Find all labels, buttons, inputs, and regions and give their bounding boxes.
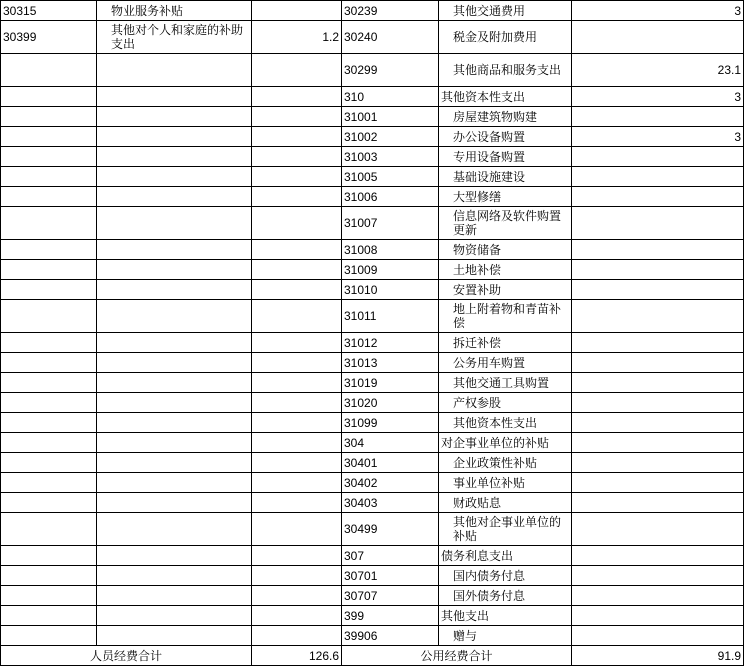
right-value-cell: [572, 167, 744, 187]
left-code-cell: [1, 493, 97, 513]
left-value-cell: [252, 393, 342, 413]
right-name-cell: 企业政策性补贴: [439, 453, 572, 473]
left-code-cell: [1, 54, 97, 87]
right-code-cell: 30402: [342, 473, 439, 493]
right-name-cell: 其他对企事业单位的补贴: [439, 513, 572, 546]
left-code-cell: [1, 473, 97, 493]
left-name-cell: [97, 433, 252, 453]
table-row: [1, 207, 744, 240]
right-value-cell: 3: [572, 127, 744, 147]
table-row: [1, 513, 744, 546]
left-value-cell: [252, 413, 342, 433]
left-code-cell: [1, 453, 97, 473]
left-value-cell: [252, 87, 342, 107]
right-name-cell: 拆迁补偿: [439, 333, 572, 353]
table-row: [1, 21, 744, 54]
right-code-cell: 31003: [342, 147, 439, 167]
right-value-cell: [572, 147, 744, 167]
left-value-cell: [252, 513, 342, 546]
right-value-cell: [572, 453, 744, 473]
right-value-cell: [572, 21, 744, 54]
left-value-cell: [252, 54, 342, 87]
left-value-cell: [252, 353, 342, 373]
right-name-cell: 安置补助: [439, 280, 572, 300]
right-code-cell: 30299: [342, 54, 439, 87]
right-value-cell: [572, 586, 744, 606]
table-row: [1, 107, 744, 127]
left-name-cell: [97, 147, 252, 167]
right-code-cell: 30239: [342, 1, 439, 21]
right-value-cell: [572, 473, 744, 493]
table-row: [1, 413, 744, 433]
right-value-cell: [572, 353, 744, 373]
left-code-cell: [1, 127, 97, 147]
right-value-cell: [572, 260, 744, 280]
left-name-cell: [97, 453, 252, 473]
left-name-cell: [97, 393, 252, 413]
right-code-cell: 30401: [342, 453, 439, 473]
left-value-cell: [252, 333, 342, 353]
left-name-cell: [97, 493, 252, 513]
right-value-cell: [572, 187, 744, 207]
right-name-cell: 大型修缮: [439, 187, 572, 207]
left-code-cell: [1, 280, 97, 300]
right-code-cell: 31020: [342, 393, 439, 413]
left-code-cell: [1, 606, 97, 626]
left-name-cell: [97, 473, 252, 493]
left-code-cell: [1, 187, 97, 207]
table-row: [1, 87, 744, 107]
left-code-cell: [1, 87, 97, 107]
left-code-cell: [1, 626, 97, 646]
left-code-cell: [1, 147, 97, 167]
left-value-cell: [252, 546, 342, 566]
left-value-cell: [252, 300, 342, 333]
right-code-cell: 30403: [342, 493, 439, 513]
right-name-cell: 办公设备购置: [439, 127, 572, 147]
right-name-cell: 房屋建筑物购建: [439, 107, 572, 127]
table-row: [1, 240, 744, 260]
left-code-cell: 30399: [1, 21, 97, 54]
right-code-cell: 30499: [342, 513, 439, 546]
right-value-cell: [572, 493, 744, 513]
right-value-cell: 3: [572, 87, 744, 107]
right-code-cell: 31012: [342, 333, 439, 353]
table-row: [1, 546, 744, 566]
right-value-cell: [572, 300, 744, 333]
table-row: [1, 566, 744, 586]
left-name-cell: [97, 54, 252, 87]
right-name-cell: 地上附着物和青苗补偿: [439, 300, 572, 333]
right-code-cell: 30707: [342, 586, 439, 606]
right-name-cell: 财政贴息: [439, 493, 572, 513]
right-name-cell: 其他资本性支出: [439, 87, 572, 107]
personnel-total-value: 126.6: [252, 646, 342, 666]
right-code-cell: 31013: [342, 353, 439, 373]
right-code-cell: 304: [342, 433, 439, 453]
right-value-cell: [572, 207, 744, 240]
right-name-cell: 税金及附加费用: [439, 21, 572, 54]
left-name-cell: [97, 127, 252, 147]
left-value-cell: [252, 207, 342, 240]
right-code-cell: 31099: [342, 413, 439, 433]
left-name-cell: [97, 87, 252, 107]
left-name-cell: [97, 333, 252, 353]
right-value-cell: [572, 393, 744, 413]
table-row: [1, 433, 744, 453]
table-row: [1, 493, 744, 513]
right-value-cell: [572, 566, 744, 586]
right-name-cell: 产权参股: [439, 393, 572, 413]
right-value-cell: [572, 513, 744, 546]
right-code-cell: 31011: [342, 300, 439, 333]
table-row: [1, 626, 744, 646]
table-row: [1, 260, 744, 280]
left-code-cell: [1, 107, 97, 127]
left-name-cell: [97, 207, 252, 240]
right-name-cell: 国外债务付息: [439, 586, 572, 606]
right-name-cell: 其他交通费用: [439, 1, 572, 21]
table-row: [1, 586, 744, 606]
left-code-cell: [1, 373, 97, 393]
right-name-cell: 土地补偿: [439, 260, 572, 280]
left-value-cell: [252, 280, 342, 300]
left-code-cell: [1, 513, 97, 546]
table-row: [1, 187, 744, 207]
right-code-cell: 31010: [342, 280, 439, 300]
table-row: [1, 1, 744, 21]
left-code-cell: [1, 300, 97, 333]
public-total-label: 公用经费合计: [342, 646, 572, 666]
left-code-cell: [1, 207, 97, 240]
right-name-cell: 专用设备购置: [439, 147, 572, 167]
right-code-cell: 399: [342, 606, 439, 626]
right-name-cell: 物资储备: [439, 240, 572, 260]
right-code-cell: 31006: [342, 187, 439, 207]
right-code-cell: 30240: [342, 21, 439, 54]
right-code-cell: 31002: [342, 127, 439, 147]
left-name-cell: [97, 566, 252, 586]
left-value-cell: [252, 566, 342, 586]
table-row: [1, 280, 744, 300]
right-code-cell: 307: [342, 546, 439, 566]
left-name-cell: [97, 260, 252, 280]
table-row: [1, 333, 744, 353]
left-value-cell: [252, 473, 342, 493]
right-value-cell: [572, 433, 744, 453]
right-value-cell: [572, 107, 744, 127]
left-code-cell: [1, 546, 97, 566]
right-name-cell: 公务用车购置: [439, 353, 572, 373]
right-code-cell: 31007: [342, 207, 439, 240]
left-value-cell: 1.2: [252, 21, 342, 54]
right-name-cell: 债务利息支出: [439, 546, 572, 566]
left-code-cell: [1, 240, 97, 260]
left-name-cell: [97, 546, 252, 566]
left-code-cell: [1, 586, 97, 606]
left-name-cell: [97, 107, 252, 127]
table-row: [1, 300, 744, 333]
right-value-cell: [572, 626, 744, 646]
left-name-cell: 其他对个人和家庭的补助支出: [97, 21, 252, 54]
right-value-cell: 23.1: [572, 54, 744, 87]
right-name-cell: 其他支出: [439, 606, 572, 626]
left-code-cell: [1, 566, 97, 586]
left-name-cell: [97, 280, 252, 300]
left-name-cell: [97, 300, 252, 333]
table-row: [1, 54, 744, 87]
table-row: [1, 167, 744, 187]
left-value-cell: [252, 493, 342, 513]
left-value-cell: [252, 373, 342, 393]
right-value-cell: [572, 606, 744, 626]
left-value-cell: [252, 147, 342, 167]
table-row: [1, 606, 744, 626]
right-name-cell: 事业单位补贴: [439, 473, 572, 493]
left-name-cell: [97, 167, 252, 187]
left-name-cell: [97, 586, 252, 606]
left-code-cell: [1, 433, 97, 453]
left-name-cell: [97, 187, 252, 207]
public-total-value: 91.9: [572, 646, 744, 666]
table-row: [1, 453, 744, 473]
table-row: [1, 353, 744, 373]
left-code-cell: [1, 260, 97, 280]
right-code-cell: 31019: [342, 373, 439, 393]
left-code-cell: [1, 393, 97, 413]
left-value-cell: [252, 240, 342, 260]
right-name-cell: 其他交通工具购置: [439, 373, 572, 393]
right-name-cell: 对企事业单位的补贴: [439, 433, 572, 453]
right-code-cell: 31005: [342, 167, 439, 187]
left-value-cell: [252, 127, 342, 147]
personnel-total-label: 人员经费合计: [1, 646, 252, 666]
left-name-cell: [97, 240, 252, 260]
table-row: [1, 393, 744, 413]
left-value-cell: [252, 586, 342, 606]
right-code-cell: 31008: [342, 240, 439, 260]
right-name-cell: 基础设施建设: [439, 167, 572, 187]
right-name-cell: 赠与: [439, 626, 572, 646]
left-name-cell: [97, 373, 252, 393]
right-value-cell: [572, 333, 744, 353]
right-name-cell: 其他资本性支出: [439, 413, 572, 433]
left-name-cell: 物业服务补贴: [97, 1, 252, 21]
right-code-cell: 31009: [342, 260, 439, 280]
right-code-cell: 30701: [342, 566, 439, 586]
left-code-cell: [1, 353, 97, 373]
left-value-cell: [252, 187, 342, 207]
left-value-cell: [252, 606, 342, 626]
left-code-cell: [1, 167, 97, 187]
right-value-cell: [572, 280, 744, 300]
left-name-cell: [97, 353, 252, 373]
table-row: [1, 473, 744, 493]
left-code-cell: [1, 333, 97, 353]
left-code-cell: 30315: [1, 1, 97, 21]
left-value-cell: [252, 1, 342, 21]
left-name-cell: [97, 513, 252, 546]
right-value-cell: [572, 240, 744, 260]
right-code-cell: 310: [342, 87, 439, 107]
totals-row: [1, 646, 744, 666]
right-name-cell: 国内债务付息: [439, 566, 572, 586]
right-value-cell: [572, 373, 744, 393]
right-value-cell: [572, 413, 744, 433]
right-code-cell: 39906: [342, 626, 439, 646]
right-name-cell: 信息网络及软件购置更新: [439, 207, 572, 240]
left-name-cell: [97, 606, 252, 626]
right-code-cell: 31001: [342, 107, 439, 127]
right-value-cell: 3: [572, 1, 744, 21]
right-name-cell: 其他商品和服务支出: [439, 54, 572, 87]
left-value-cell: [252, 626, 342, 646]
left-value-cell: [252, 260, 342, 280]
left-name-cell: [97, 626, 252, 646]
left-value-cell: [252, 167, 342, 187]
left-value-cell: [252, 453, 342, 473]
table-row: [1, 373, 744, 393]
left-code-cell: [1, 413, 97, 433]
left-name-cell: [97, 413, 252, 433]
right-value-cell: [572, 546, 744, 566]
table-row: [1, 147, 744, 167]
left-value-cell: [252, 433, 342, 453]
table-row: [1, 127, 744, 147]
left-value-cell: [252, 107, 342, 127]
